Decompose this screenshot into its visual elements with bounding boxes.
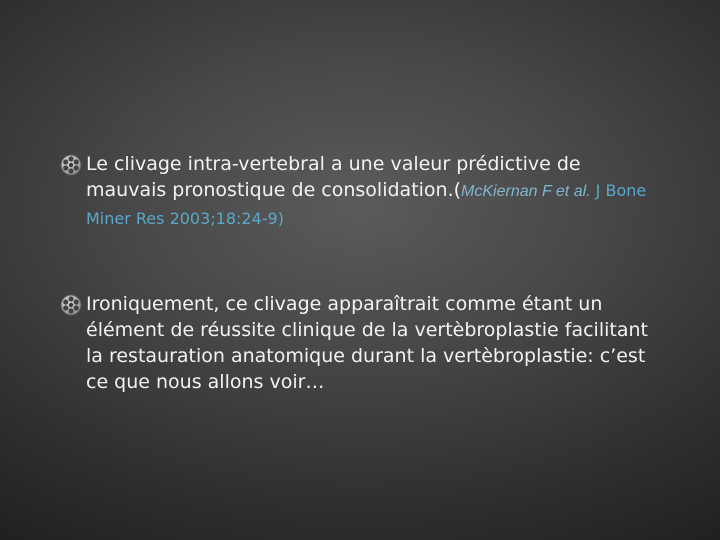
citation-journal: J Bone Miner Res 2003;18:24-9): [86, 181, 647, 228]
citation-author: McKiernan F et al.: [461, 183, 591, 200]
film-reel-icon: [60, 154, 82, 176]
bullet-item-2: [60, 291, 660, 395]
bullet-text-1: [60, 151, 660, 232]
bullet-item-1: [60, 151, 660, 232]
bullet-main-text: Le clivage intra-vertebral a une valeur prédictive de mauvais pronostique de consolidation.(: [86, 153, 581, 201]
bullet-text-2: Ironiquement, ce clivage apparaîtrait comme étant un élément de réussite clinique de la vertèbroplastie facilitant la restauration anatomique durant la vertèbroplastie: c’est ce que nous allons voir…: [86, 293, 648, 393]
film-reel-icon: [60, 294, 82, 316]
